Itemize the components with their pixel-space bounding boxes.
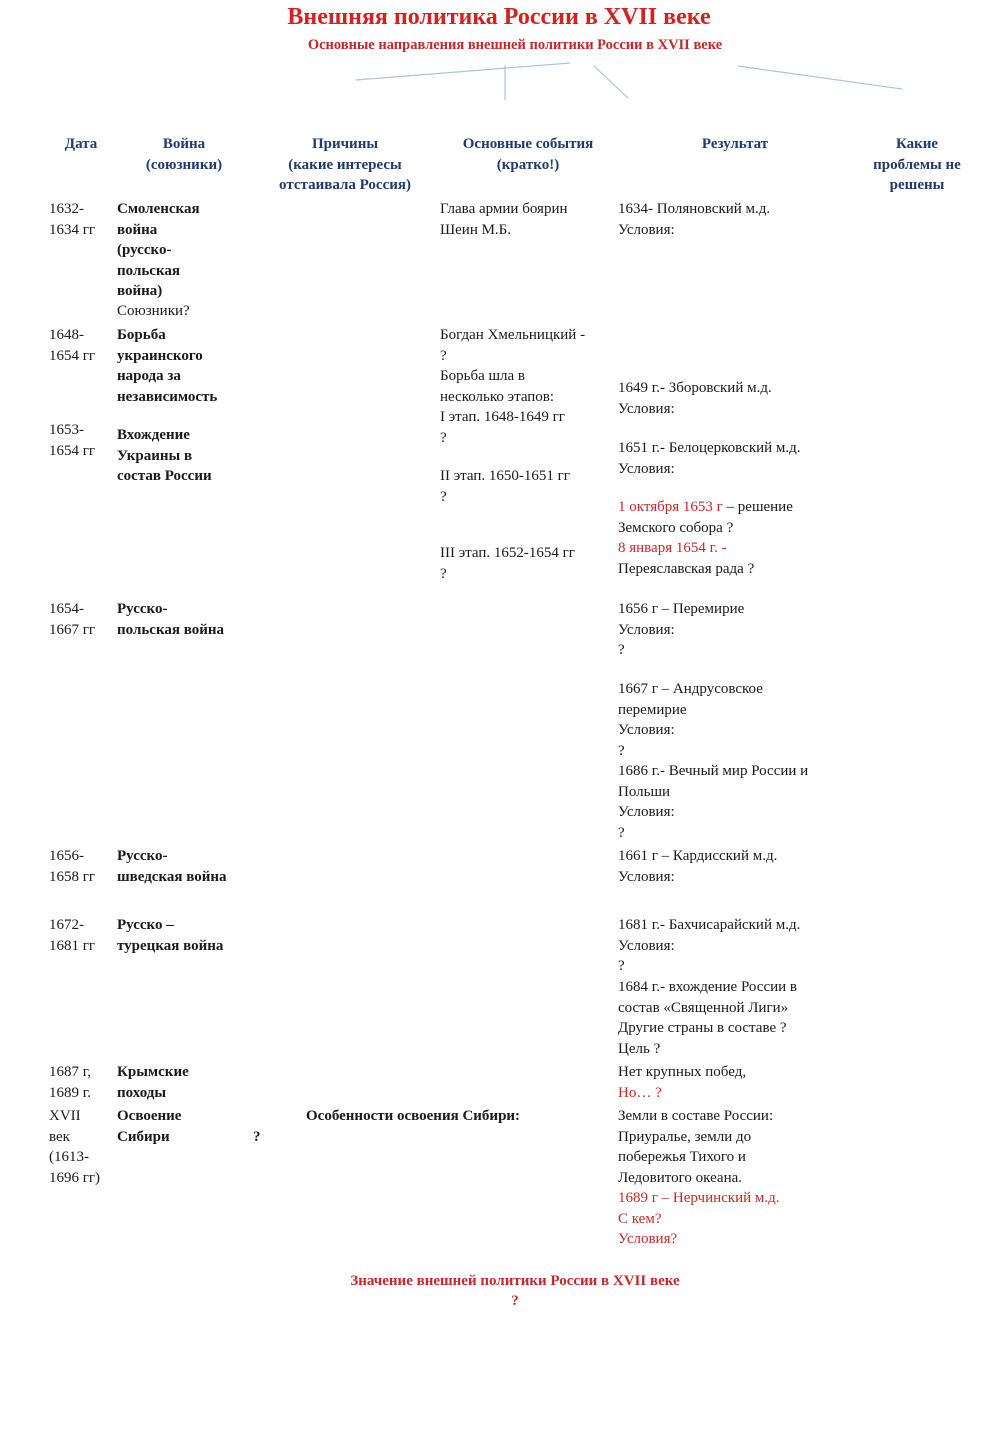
- row7-date: 1687 г, 1689 г.: [49, 1064, 91, 1101]
- row8-result: Земли в составе России: Приуралье, земли до побережья Тихого и Ледовитого океана.: [618, 1108, 774, 1186]
- row8-result-red: 1689 г – Нерчинский м.д. С кем? Условия?: [618, 1190, 780, 1247]
- row2-result-3: [618, 497, 793, 538]
- row2-events-4: III этап. 1652-1654 гг ?: [440, 545, 575, 582]
- footer-question: ?: [511, 1293, 519, 1309]
- row7-result-red: Но… ?: [618, 1085, 662, 1101]
- row8-events: Особенности освоения Сибири:: [306, 1108, 521, 1124]
- row2-result-1: 1649 г.- Зборовский м.д. Условия:: [618, 380, 772, 417]
- row5-result: 1661 г – Кардисский м.д. Условия:: [618, 848, 778, 885]
- row7-result: Нет крупных побед,: [618, 1064, 747, 1080]
- row8-war: Освоение Сибири: [117, 1108, 182, 1145]
- row4-result-1: 1656 г – Перемирие Условия: ?: [618, 601, 745, 658]
- row2-events-2: Борьба шла в несколько этапов: I этап. 1648-1649 гг ?: [440, 368, 565, 446]
- row2-events-3: II этап. 1650-1651 гг ?: [440, 468, 570, 505]
- header-result: Результат: [701, 136, 769, 152]
- row2-events-1: Богдан Хмельницкий - ?: [440, 327, 586, 364]
- header-war: Война (союзники): [145, 136, 223, 173]
- row2-date: 1648- 1654 гг: [49, 327, 96, 364]
- row1-date: 1632- 1634 гг: [49, 201, 96, 238]
- connector-line-left: [356, 63, 570, 80]
- row1-allies: Союзники?: [117, 303, 190, 319]
- row2-result-2: 1651 г.- Белоцерковский м.д. Условия:: [618, 440, 801, 477]
- connector-line-mid: [594, 66, 628, 98]
- row8-reasons: ?: [253, 1129, 261, 1145]
- row7-war: Крымские походы: [117, 1064, 189, 1101]
- row2-result-3-date: 1 октября 1653 г: [618, 499, 723, 515]
- row6-date: 1672- 1681 гг: [49, 917, 96, 954]
- row6-result-2: 1684 г.- вхождение России в состав «Священной Лиги» Другие страны в составе ? Цель ?: [618, 979, 798, 1057]
- row4-result-2: 1667 г – Андрусовское перемирие Условия: ?: [618, 681, 763, 759]
- row1-result: 1634- Поляновский м.д. Условия:: [618, 201, 771, 238]
- header-date: Дата: [64, 136, 98, 152]
- connector-lines: [0, 0, 998, 110]
- footer: [0, 1271, 998, 1311]
- row1-events: Глава армии боярин Шеин М.Б.: [440, 201, 568, 238]
- header-problems: Какие проблемы не решены: [873, 136, 961, 193]
- page-title: Внешняя политика России в XVII веке: [287, 4, 711, 30]
- row2-war: Борьба украинского народа за независимость: [117, 327, 218, 405]
- row2-result-4-date: 8 января 1654 г. -: [618, 540, 727, 556]
- row6-war: Русско – турецкая война: [117, 917, 224, 954]
- header-events: Основные события (кратко!): [462, 136, 594, 173]
- row3-war: Вхождение Украины в состав России: [117, 427, 212, 484]
- page-subtitle: Основные направления внешней политики России в XVII веке: [307, 37, 723, 53]
- row2-result-4-text: Переяславская рада ?: [618, 561, 755, 577]
- footer-title: Значение внешней политики России в XVII веке: [350, 1273, 680, 1289]
- row1-war: Смоленская война (русско- польская война): [117, 201, 200, 299]
- row2-result-3-text: – решение Земского собора ?: [618, 499, 793, 536]
- row4-date: 1654- 1667 гг: [49, 601, 96, 638]
- row8-date: XVII век (1613- 1696 гг): [49, 1108, 101, 1186]
- header-reasons: Причины (какие интересы отстаивала Россия): [279, 136, 411, 193]
- row4-war: Русско- польская война: [117, 601, 225, 638]
- row4-result-3: 1686 г.- Вечный мир России и Польши Условия: ?: [618, 763, 809, 841]
- row5-date: 1656- 1658 гг: [49, 848, 96, 885]
- row5-war: Русско- шведская война: [117, 848, 227, 885]
- row3-date: 1653- 1654 гг: [49, 422, 96, 459]
- connector-line-right: [738, 66, 902, 89]
- row6-result-1: 1681 г.- Бахчисарайский м.д. Условия: ?: [618, 917, 801, 974]
